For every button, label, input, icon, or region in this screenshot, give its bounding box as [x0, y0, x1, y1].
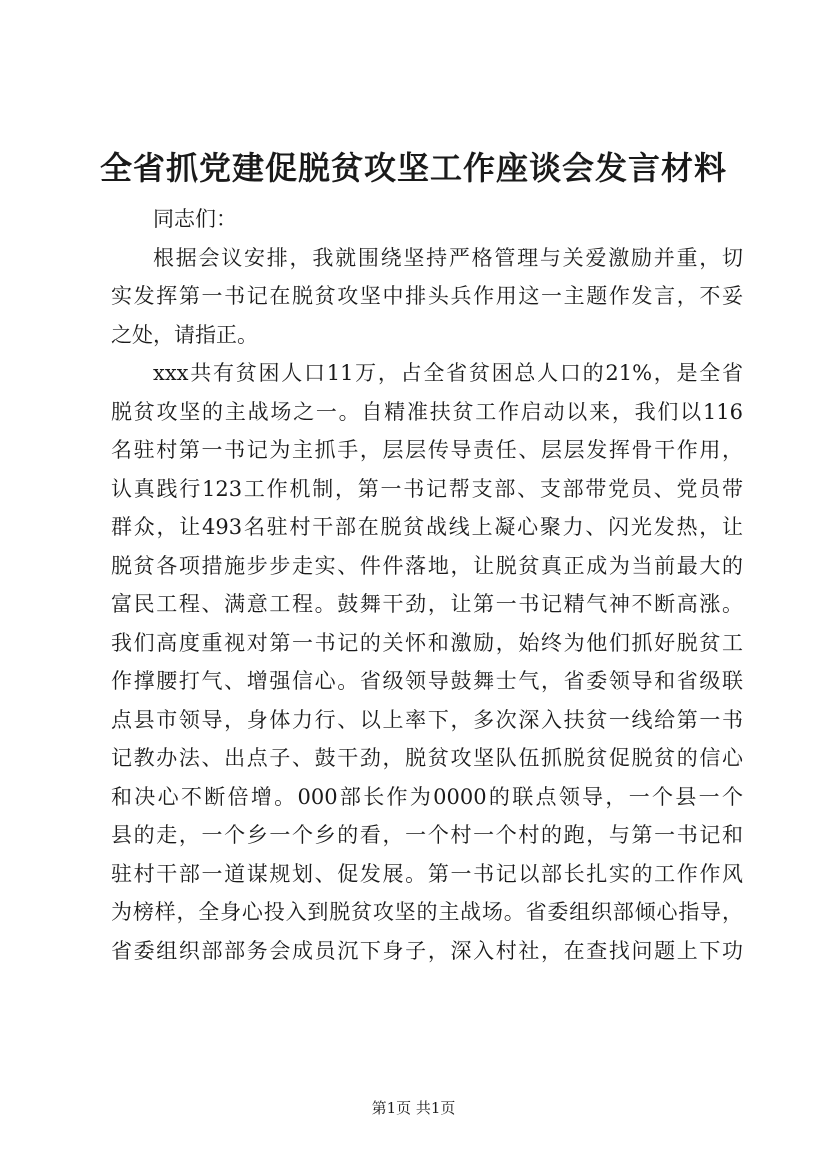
document-body [111, 200, 743, 970]
paragraph-line: xxx共有贫困人口11万，占全省贫困总人口的21%，是全省 [153, 361, 743, 385]
paragraph-line: 县的走，一个乡一个乡的看，一个村一个村的跑，与第一书记和 [111, 823, 743, 847]
paragraph-line: 实发挥第一书记在脱贫攻坚中排头兵作用这一主题作发言，不妥 [111, 284, 743, 308]
paragraph-line: 之处，请指正。 [111, 322, 258, 347]
paragraph-line: 群众，让493名驻村干部在脱贫战线上凝心聚力、闪光发热，让 [111, 515, 743, 539]
paragraph-line: 脱贫各项措施步步走实、件件落地，让脱贫真正成为当前最大的 [111, 553, 743, 578]
page-footer: 第1页 共1页 [371, 1099, 456, 1117]
paragraph-line: 富民工程、满意工程。鼓舞干劲，让第一书记精气神不断高涨。 [111, 592, 743, 616]
paragraph-line: 为榜样，全身心投入到脱贫攻坚的主战场。省委组织部倾心指导， [111, 900, 743, 924]
paragraph-line: 作撑腰打气、增强信心。省级领导鼓舞士气，省委领导和省级联 [111, 669, 743, 693]
paragraph-line: 和决心不断倍增。000部长作为0000的联点领导，一个县一个 [111, 784, 743, 809]
salutation-line: 同志们： [153, 207, 237, 231]
paragraph-line: 驻村干部一道谋规划、促发展。第一书记以部长扎实的工作作风 [111, 861, 743, 886]
document-title: 全省抓党建促脱贫攻坚工作座谈会发言材料 [99, 149, 727, 187]
paragraph-line: 根据会议安排，我就围绕坚持严格管理与关爱激励并重，切 [153, 245, 743, 270]
paragraph-line: 认真践行123工作机制，第一书记帮支部、支部带党员、党员带 [111, 476, 743, 501]
paragraph-line: 脱贫攻坚的主战场之一。自精准扶贫工作启动以来，我们以116 [111, 399, 743, 424]
paragraph-line: 点县市领导，身体力行、以上率下，多次深入扶贫一线给第一书 [111, 707, 743, 732]
paragraph-line: 我们高度重视对第一书记的关怀和激励，始终为他们抓好脱贫工 [111, 630, 743, 655]
paragraph-line: 名驻村第一书记为主抓手，层层传导责任、层层发挥骨干作用， [111, 438, 743, 462]
paragraph-line: 记教办法、出点子、鼓干劲，脱贫攻坚队伍抓脱贫促脱贫的信心 [111, 746, 743, 770]
paragraph-line: 省委组织部部务会成员沉下身子，深入村社，在查找问题上下功 [111, 938, 743, 963]
